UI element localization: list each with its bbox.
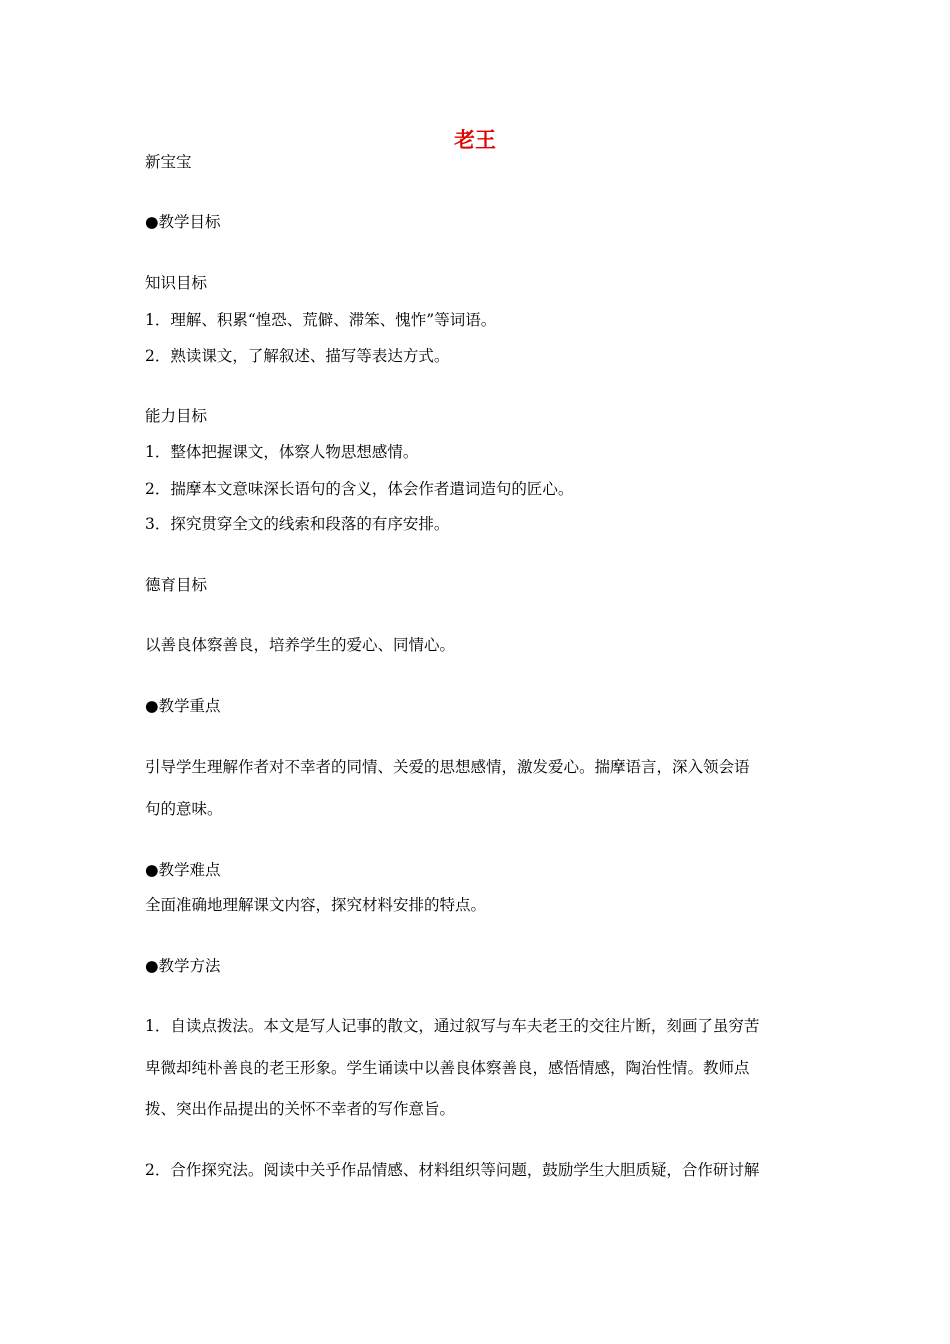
author-line: 新宝宝	[145, 153, 192, 171]
knowledge-heading: 知识目标	[145, 274, 208, 292]
difficulty-text: 全面准确地理解课文内容，探究材料安排的特点。	[145, 896, 487, 914]
knowledge-item-2: 2．熟读课文，了解叙述、描写等表达方式。	[145, 347, 450, 365]
page-title: 老王	[454, 128, 496, 152]
method-heading: ●教学方法	[145, 957, 221, 975]
method1-line-1: 1．自读点拨法。本文是写人记事的散文，通过叙写与车夫老王的交往片断，刻画了虽穷苦	[145, 1017, 760, 1035]
knowledge-item-1: 1．理解、积累“惶恐、荒僻、滞笨、愧怍”等词语。	[145, 311, 497, 329]
method2-line-1: 2．合作探究法。阅读中关乎作品情感、材料组织等问题，鼓励学生大胆质疑，合作研讨解	[145, 1161, 760, 1179]
focus-line-1: 引导学生理解作者对不幸者的同情、关爱的思想感情，激发爱心。揣摩语言，深入领会语	[145, 758, 750, 776]
focus-line-2: 句的意味。	[145, 800, 223, 818]
goals-heading: ●教学目标	[145, 213, 221, 231]
method1-line-3: 拨、突出作品提出的关怀不幸者的写作意旨。	[145, 1100, 456, 1118]
difficulty-heading: ●教学难点	[145, 861, 221, 879]
moral-heading: 德育目标	[145, 576, 208, 594]
moral-text: 以善良体察善良，培养学生的爱心、同情心。	[145, 636, 456, 654]
ability-heading: 能力目标	[145, 407, 208, 425]
ability-item-3: 3．探究贯穿全文的线索和段落的有序安排。	[145, 515, 450, 533]
method1-line-2: 卑微却纯朴善良的老王形象。学生诵读中以善良体察善良，感悟情感，陶治性情。教师点	[145, 1059, 750, 1077]
ability-item-1: 1．整体把握课文，体察人物思想感情。	[145, 443, 419, 461]
ability-item-2: 2．揣摩本文意味深长语句的含义，体会作者遣词造句的匠心。	[145, 480, 574, 498]
focus-heading: ●教学重点	[145, 697, 221, 715]
